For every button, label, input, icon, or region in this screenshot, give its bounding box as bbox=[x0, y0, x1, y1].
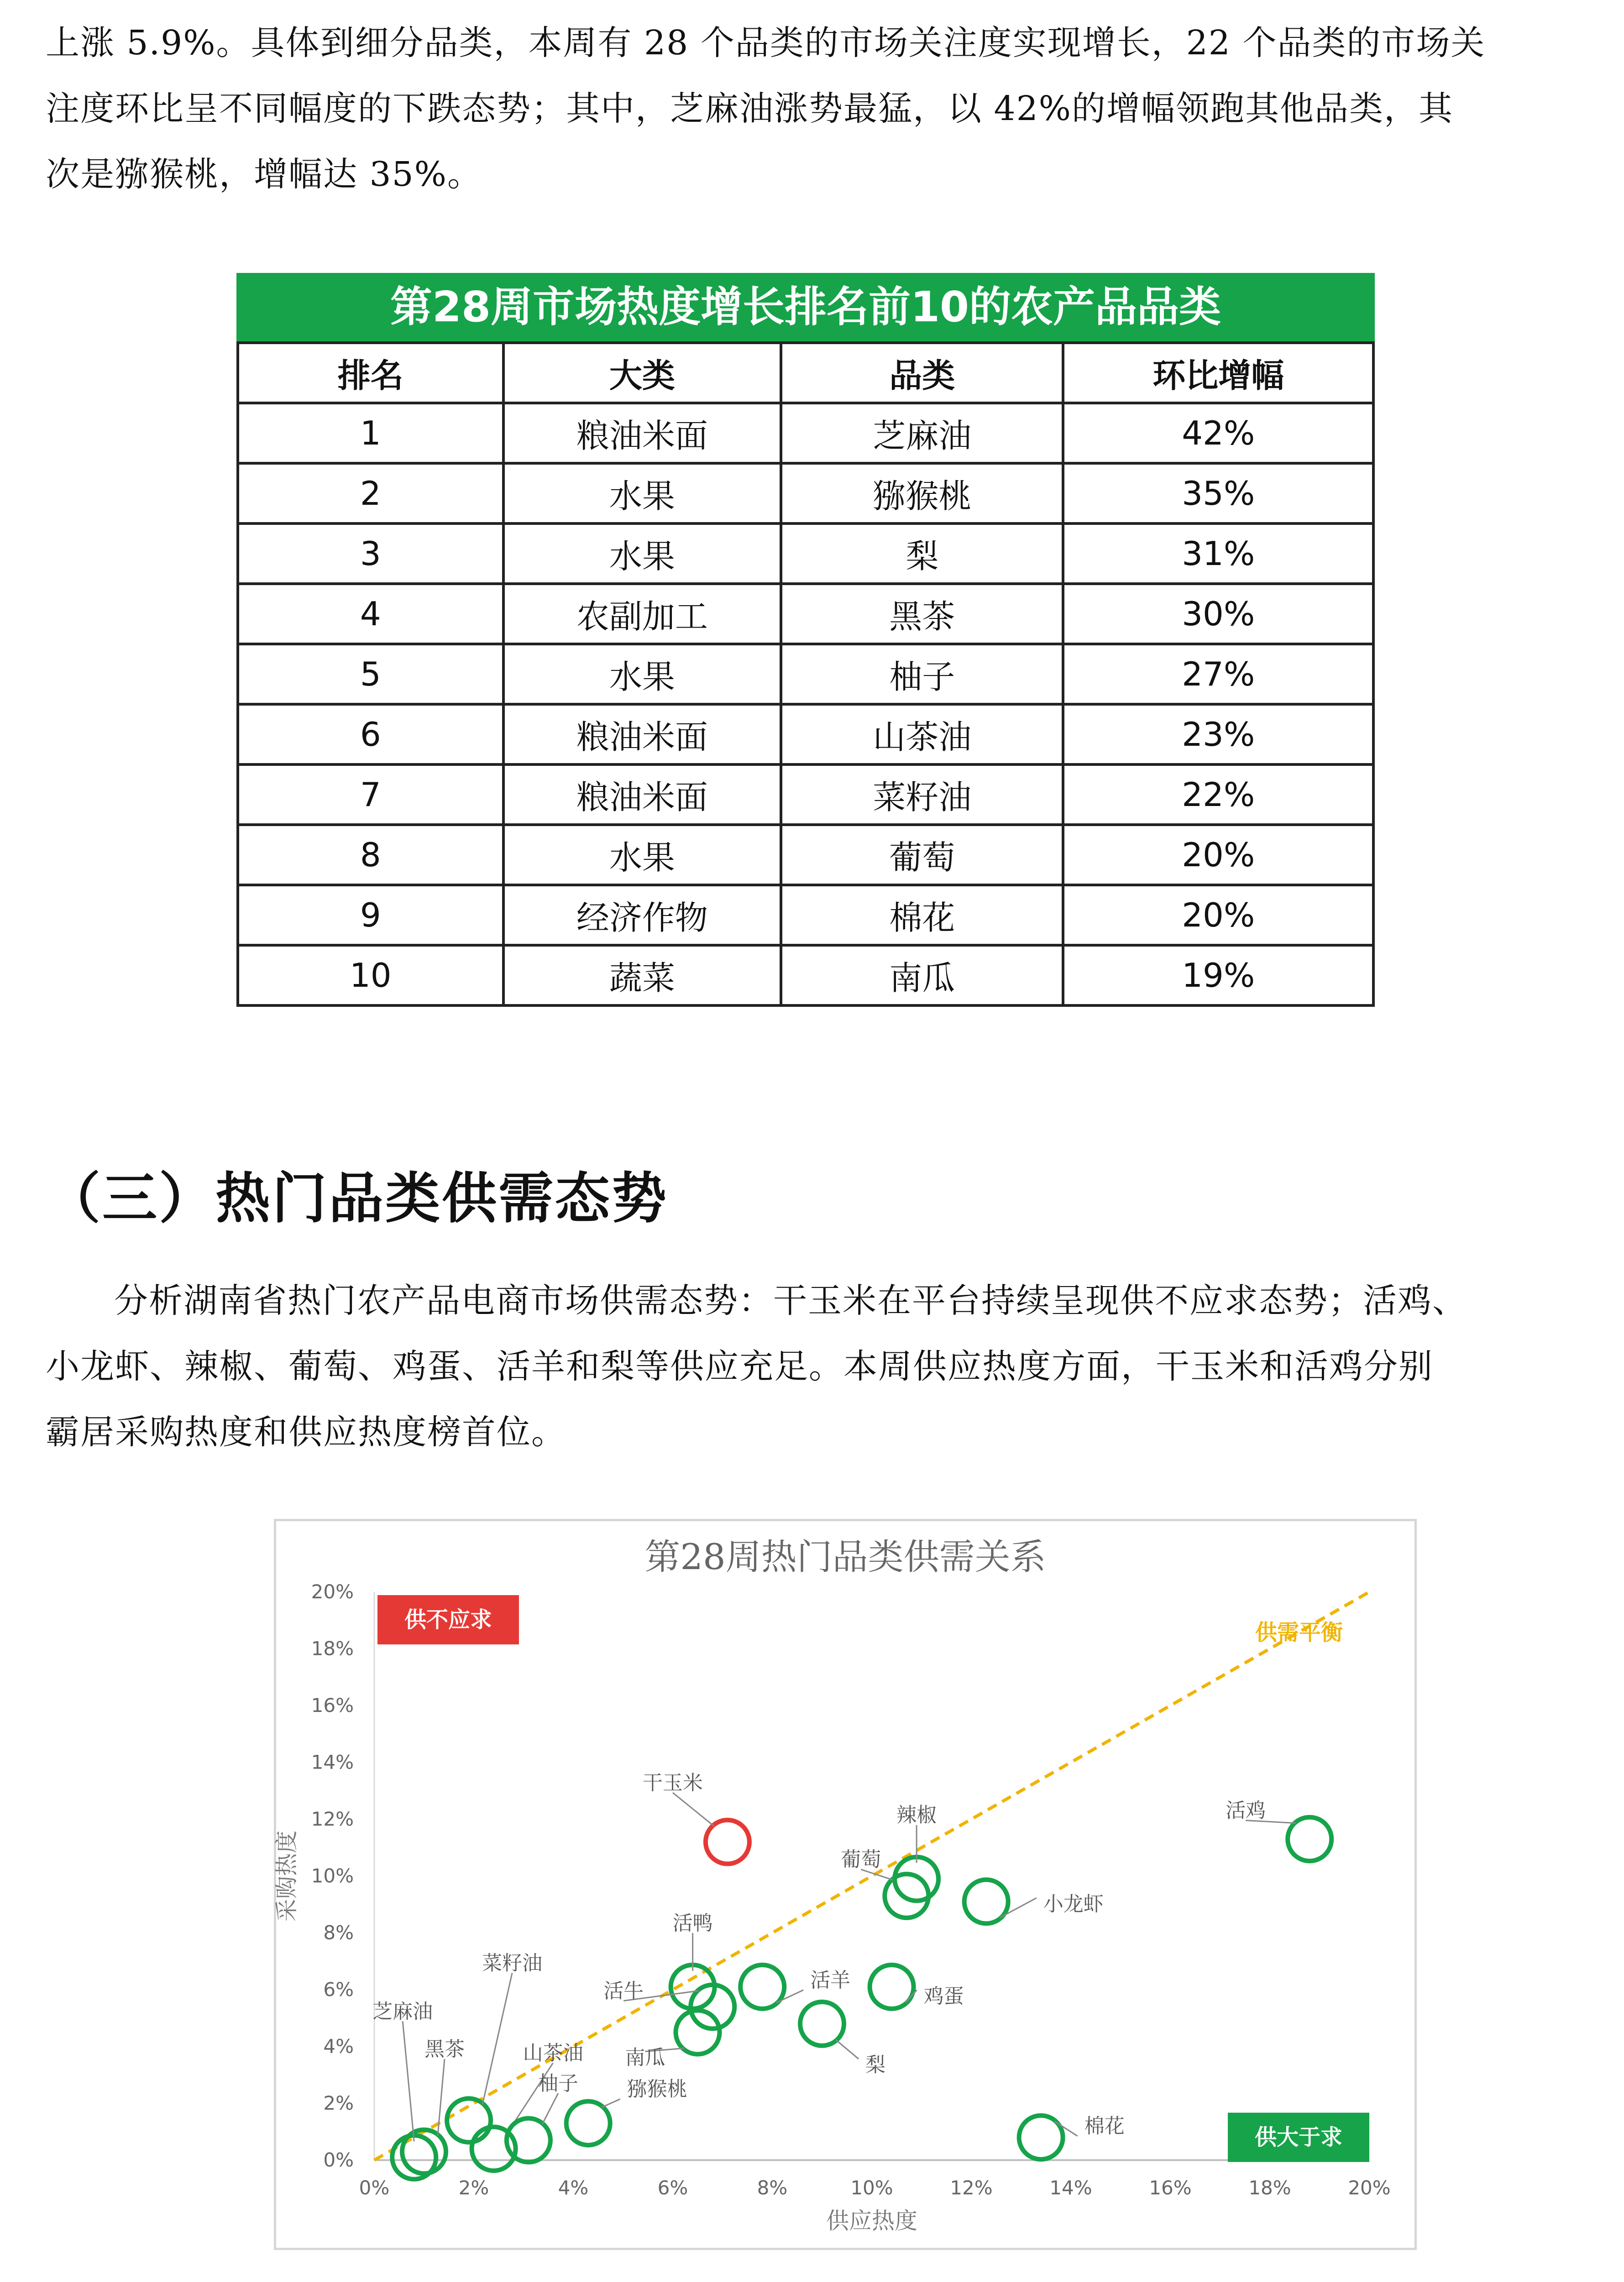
table-cell: 31% bbox=[1063, 523, 1373, 584]
paragraph-line: 霸居采购热度和供应热度榜首位。 bbox=[46, 1413, 566, 1452]
table-row bbox=[238, 704, 1373, 764]
data-point bbox=[447, 2099, 491, 2142]
data-point-label: 活羊 bbox=[810, 1968, 851, 1992]
data-point-label: 小龙虾 bbox=[1043, 1892, 1104, 1916]
table-cell: 10 bbox=[238, 945, 503, 1005]
x-tick-label: 18% bbox=[1248, 2177, 1291, 2199]
table-cell: 南瓜 bbox=[781, 945, 1063, 1005]
data-point bbox=[1288, 1817, 1331, 1861]
leader-line bbox=[1055, 2121, 1078, 2136]
table-cell: 猕猴桃 bbox=[781, 463, 1063, 523]
table-cell: 葡萄 bbox=[781, 825, 1063, 885]
paragraph-line: 小龙虾、辣椒、葡萄、鸡蛋、活羊和梨等供应充足。本周供应热度方面，干玉米和活鸡分别 bbox=[46, 1347, 1433, 1386]
table-cell: 3 bbox=[238, 523, 503, 584]
table-cell: 42% bbox=[1063, 403, 1373, 463]
paragraph-line: 上涨 5.9%。具体到细分品类，本周有 28 个品类的市场关注度实现增长，22 个品类的市场关 bbox=[46, 23, 1486, 63]
paragraph-line: 注度环比呈不同幅度的下跌态势；其中，芝麻油涨势最猛，以 42%的增幅领跑其他品类，其 bbox=[46, 89, 1453, 128]
table-cell: 山茶油 bbox=[781, 704, 1063, 764]
table-cell: 水果 bbox=[503, 825, 781, 885]
y-tick-label: 12% bbox=[311, 1808, 354, 1830]
table-cell: 水果 bbox=[503, 463, 781, 523]
leader-line bbox=[438, 2059, 445, 2135]
table-cell: 黑茶 bbox=[781, 584, 1063, 644]
data-point bbox=[676, 2010, 720, 2054]
data-point-label: 活鸭 bbox=[672, 1911, 713, 1935]
column-header-product: 品类 bbox=[781, 343, 1063, 403]
section-heading: （三）热门品类供需态势 bbox=[46, 1166, 668, 1230]
table-cell: 20% bbox=[1063, 825, 1373, 885]
y-tick-label: 2% bbox=[323, 2092, 354, 2115]
table-cell: 2 bbox=[238, 463, 503, 523]
x-tick-label: 0% bbox=[359, 2177, 390, 2199]
table-cell: 27% bbox=[1063, 644, 1373, 704]
data-point-label: 黑茶 bbox=[424, 2037, 465, 2061]
x-tick-label: 6% bbox=[657, 2177, 688, 2199]
data-point-label: 活牛 bbox=[603, 1979, 644, 2003]
ranking-table-grid bbox=[236, 341, 1375, 1007]
data-point-label: 菜籽油 bbox=[482, 1951, 543, 1975]
table-cell: 7 bbox=[238, 764, 503, 825]
table-cell: 粮油米面 bbox=[503, 764, 781, 825]
y-axis-label: 采购热度 bbox=[273, 1830, 300, 1922]
column-header-growth: 环比增幅 bbox=[1063, 343, 1373, 403]
leader-line bbox=[602, 2099, 620, 2107]
data-point-label: 棉花 bbox=[1084, 2115, 1125, 2138]
y-tick-label: 0% bbox=[323, 2149, 354, 2171]
table-cell: 23% bbox=[1063, 704, 1373, 764]
data-point-label: 梨 bbox=[865, 2053, 885, 2077]
scatter-chart-svg bbox=[273, 1521, 1414, 2248]
y-tick-label: 4% bbox=[323, 2035, 354, 2057]
y-tick-label: 14% bbox=[311, 1751, 354, 1774]
data-point-label: 山茶油 bbox=[523, 2041, 583, 2065]
table-row bbox=[238, 885, 1373, 945]
table-cell: 蔬菜 bbox=[503, 945, 781, 1005]
data-point bbox=[706, 1820, 749, 1864]
y-tick-label: 18% bbox=[311, 1637, 354, 1660]
table-cell: 22% bbox=[1063, 764, 1373, 825]
surplus-tag-label: 供大于求 bbox=[1254, 2125, 1343, 2150]
x-tick-label: 4% bbox=[558, 2177, 589, 2199]
y-tick-label: 6% bbox=[323, 1978, 354, 2001]
table-cell: 19% bbox=[1063, 945, 1373, 1005]
table-cell: 芝麻油 bbox=[781, 403, 1063, 463]
data-point-label: 猕猴桃 bbox=[627, 2078, 687, 2101]
data-point-label: 鸡蛋 bbox=[923, 1984, 964, 2008]
balance-line-label: 供需平衡 bbox=[1255, 1620, 1343, 1645]
table-row bbox=[238, 463, 1373, 523]
data-point bbox=[566, 2101, 610, 2145]
intro-paragraph bbox=[46, 10, 1579, 207]
table-row bbox=[238, 523, 1373, 584]
table-cell: 1 bbox=[238, 403, 503, 463]
table-cell: 5 bbox=[238, 644, 503, 704]
leader-line bbox=[403, 2021, 414, 2141]
data-point-label: 辣椒 bbox=[896, 1803, 937, 1827]
table-cell: 35% bbox=[1063, 463, 1373, 523]
table-row bbox=[238, 584, 1373, 644]
chart-title: 第28周热门品类供需关系 bbox=[644, 1537, 1046, 1578]
table-title: 第28周市场热度增长排名前10的农产品品类 bbox=[236, 273, 1375, 341]
table-cell: 经济作物 bbox=[503, 885, 781, 945]
shortage-tag-label: 供不应求 bbox=[404, 1607, 492, 1633]
table-cell: 梨 bbox=[781, 523, 1063, 584]
table-cell: 粮油米面 bbox=[503, 704, 781, 764]
column-header-rank: 排名 bbox=[238, 343, 503, 403]
table-cell: 棉花 bbox=[781, 885, 1063, 945]
column-header-category: 大类 bbox=[503, 343, 781, 403]
data-point-label: 柚子 bbox=[538, 2072, 578, 2095]
data-point bbox=[870, 1965, 914, 2009]
data-point-label: 干玉米 bbox=[642, 1771, 703, 1795]
data-point-label: 南瓜 bbox=[625, 2046, 665, 2069]
table-row bbox=[238, 945, 1373, 1005]
table-cell: 30% bbox=[1063, 584, 1373, 644]
table-cell: 8 bbox=[238, 825, 503, 885]
data-point-label: 芝麻油 bbox=[372, 1999, 433, 2023]
table-cell: 粮油米面 bbox=[503, 403, 781, 463]
y-tick-label: 16% bbox=[311, 1694, 354, 1717]
ranking-table bbox=[236, 273, 1375, 1007]
x-tick-label: 14% bbox=[1049, 2177, 1092, 2199]
table-cell: 农副加工 bbox=[503, 584, 781, 644]
table-row bbox=[238, 403, 1373, 463]
x-tick-label: 8% bbox=[757, 2177, 788, 2199]
y-tick-label: 20% bbox=[311, 1581, 354, 1603]
x-tick-label: 10% bbox=[850, 2177, 893, 2199]
data-point bbox=[800, 2002, 844, 2046]
table-cell: 水果 bbox=[503, 523, 781, 584]
paragraph-line: 次是猕猴桃，增幅达 35%。 bbox=[46, 155, 482, 194]
leader-line bbox=[542, 2093, 558, 2124]
paragraph-line: 分析湖南省热门农产品电商市场供需态势：干玉米在平台持续呈现供不应求态势；活鸡、 bbox=[114, 1281, 1467, 1320]
leader-line bbox=[836, 2040, 859, 2059]
x-tick-label: 20% bbox=[1348, 2177, 1391, 2199]
table-cell: 20% bbox=[1063, 885, 1373, 945]
x-tick-label: 16% bbox=[1149, 2177, 1192, 2199]
x-tick-label: 12% bbox=[950, 2177, 993, 2199]
data-point-label: 活鸡 bbox=[1226, 1799, 1266, 1822]
table-row bbox=[238, 825, 1373, 885]
table-cell: 9 bbox=[238, 885, 503, 945]
table-cell: 6 bbox=[238, 704, 503, 764]
table-cell: 菜籽油 bbox=[781, 764, 1063, 825]
data-point-label: 葡萄 bbox=[841, 1848, 881, 1872]
supply-demand-chart bbox=[274, 1519, 1417, 2250]
x-tick-label: 2% bbox=[458, 2177, 489, 2199]
table-body bbox=[238, 403, 1373, 1005]
table-cell: 水果 bbox=[503, 644, 781, 704]
table-cell: 4 bbox=[238, 584, 503, 644]
table-row bbox=[238, 644, 1373, 704]
section3-paragraph bbox=[46, 1268, 1579, 1465]
table-cell: 柚子 bbox=[781, 644, 1063, 704]
y-tick-label: 8% bbox=[323, 1921, 354, 1944]
x-axis-label: 供应热度 bbox=[826, 2208, 917, 2234]
y-tick-label: 10% bbox=[311, 1864, 354, 1887]
table-row bbox=[238, 764, 1373, 825]
table-header-row bbox=[238, 343, 1373, 403]
leader-line bbox=[673, 1793, 714, 1826]
